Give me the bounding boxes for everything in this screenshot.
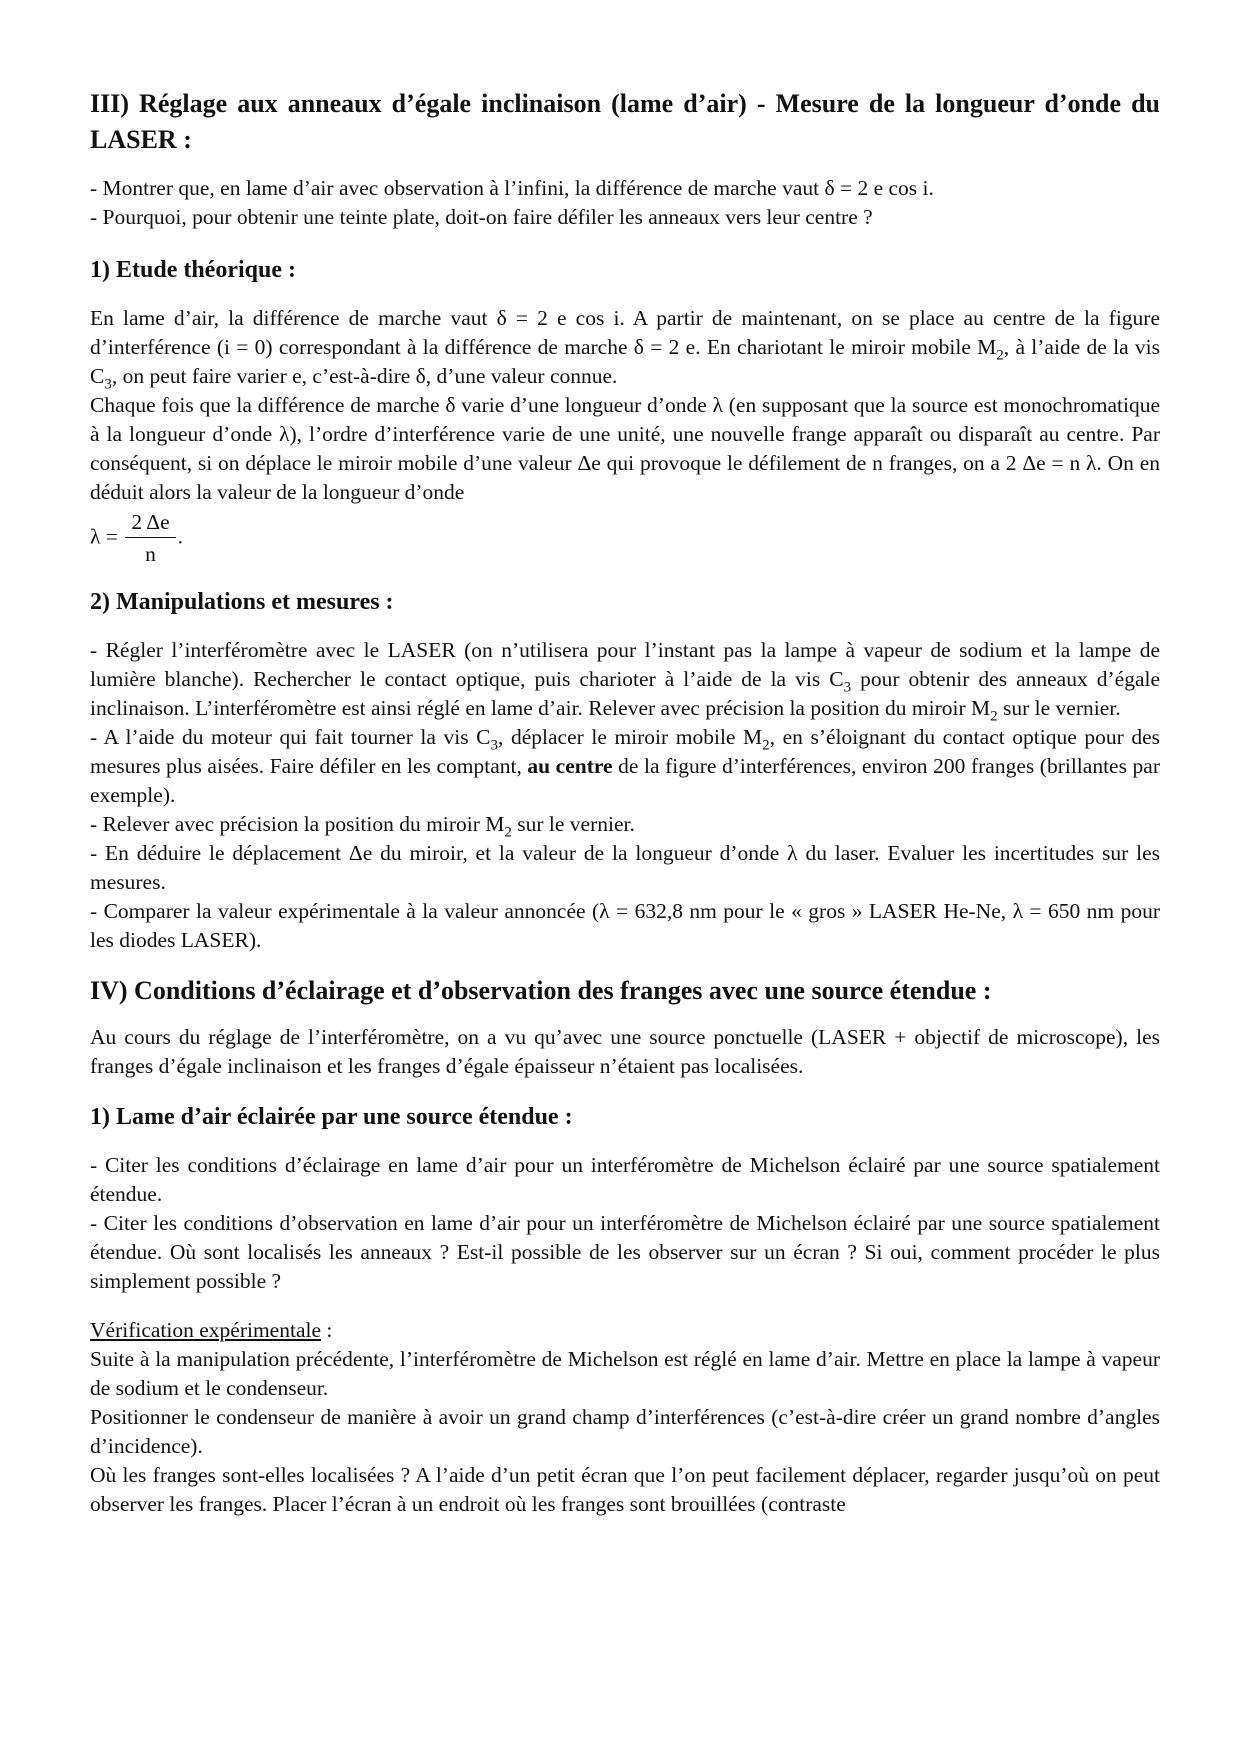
verification-paragraph-2: Positionner le condenseur de manière à avoir un grand champ d’interférences (c’est-à-dire créer un grand nombre d’angles d’incidence). <box>90 1405 1160 1458</box>
manip-item-5: - Comparer la valeur expérimentale à la valeur annoncée (λ = 632,8 nm pour le « gros » LASER He-Ne, λ = 650 nm pour les diodes LASER). <box>90 899 1160 952</box>
verification-label: Vérification expérimentale : <box>90 1318 333 1342</box>
theory-paragraph-1: En lame d’air, la différence de marche vaut δ = 2 e cos i. A partir de maintenant, on se place au centre de la figure d’interférence (i = 0) correspondant à la différence de marche δ = 2 e. En chariotant le miroir mobile $M_2$, à l’aide de la vis $C_3$, on peut faire varier e, c’est-à-dire δ, d’une valeur connue. <box>90 306 1161 393</box>
manip-item-1: - Régler l’interféromètre avec le LASER (on n’utilisera pour l’instant pas la lampe à vapeur de sodium et la lampe de lumière blanche). Rechercher le contact optique, puis charioter à l’aide de la vis $C_3$ pour obtenir des anneaux d’égale inclinaison. L’interféromètre est ainsi réglé en lame d’air. Relever avec précision la position du miroir $M_2$ sur le vernier. <box>90 638 1161 725</box>
section-3-intro-line-1: - Montrer que, en lame d’air avec observation à l’infini, la différence de marche vaut δ = 2 e cos i. <box>90 176 934 200</box>
theory-paragraph-2: Chaque fois que la différence de marche δ varie d’une longueur d’onde λ (en supposant que la source est monochromatique à la longueur d’onde λ), l’ordre d’interférence varie de une unité, une nouvelle frange apparaît ou disparaît au centre. Par conséquent, si on déplace le miroir mobile d’une valeur Δe qui provoque le défilement de n franges, on a 2 Δe = n λ. On en déduit alors la valeur de la longueur d’onde <box>90 393 1160 504</box>
subsection-1-heading: 1) Etude théorique : <box>90 257 296 283</box>
section-3-intro-line-2: - Pourquoi, pour obtenir une teinte plate, doit-on faire défiler les anneaux vers leur centre ? <box>90 205 873 229</box>
air-gap-item-1: - Citer les conditions d’éclairage en lame d’air pour un interféromètre de Michelson éclairé par une source spatialement étendue. <box>90 1153 1160 1206</box>
manip-item-3: - Relever avec précision la position du miroir $M_2$ sur le vernier. <box>90 812 635 841</box>
section-4-heading: IV) Conditions d’éclairage et d’observation des franges avec une source étendue : <box>90 976 992 1005</box>
wavelength-formula: λ = $\frac{2 \Delta e}{n}$ . <box>90 510 183 566</box>
document-page <box>90 86 1160 1519</box>
air-gap-item-2: - Citer les conditions d’observation en lame d’air pour un interféromètre de Michelson éclairé par une source spatialement étendue. Où sont localisés les anneaux ? Est-il possible de les observer sur un écran ? Si oui, comment procéder le plus simplement possible ? <box>90 1211 1160 1293</box>
subsection-2-heading: 2) Manipulations et mesures : <box>90 589 394 615</box>
section-3-heading: III) Réglage aux anneaux d’égale inclinaison (lame d’air) - Mesure de la longueur d’onde du LASER : <box>90 89 1160 154</box>
verification-paragraph-1: Suite à la manipulation précédente, l’interféromètre de Michelson est réglé en lame d’air. Mettre en place la lampe à vapeur de sodium et le condenseur. <box>90 1347 1160 1400</box>
manip-item-2: - A l’aide du moteur qui fait tourner la vis $C_3$, déplacer le miroir mobile $M_2$, en s’éloignant du contact optique pour des mesures plus aisées. Faire défiler en les comptant, au centre de la figure d’interférences, environ 200 franges (brillantes par exemple). <box>90 725 1160 807</box>
section-4-subsection-1-heading: 1) Lame d’air éclairée par une source étendue : <box>90 1104 573 1130</box>
section-4-intro: Au cours du réglage de l’interféromètre, on a vu qu’avec une source ponctuelle (LASER + objectif de microscope), les franges d’égale inclinaison et les franges d’égale épaisseur n’étaient pas localisées. <box>90 1025 1160 1078</box>
manip-item-4: - En déduire le déplacement Δe du miroir, et la valeur de la longueur d’onde λ du laser. Evaluer les incertitudes sur les mesures. <box>90 841 1160 894</box>
formula-fraction: $\frac{2 \Delta e}{n}$ <box>125 509 175 568</box>
verification-paragraph-3: Où les franges sont-elles localisées ? A l’aide d’un petit écran que l’on peut facilement déplacer, regarder jusqu’où on peut observer les franges. Placer l’écran à un endroit où les franges sont brouillées (contraste <box>90 1463 1160 1516</box>
